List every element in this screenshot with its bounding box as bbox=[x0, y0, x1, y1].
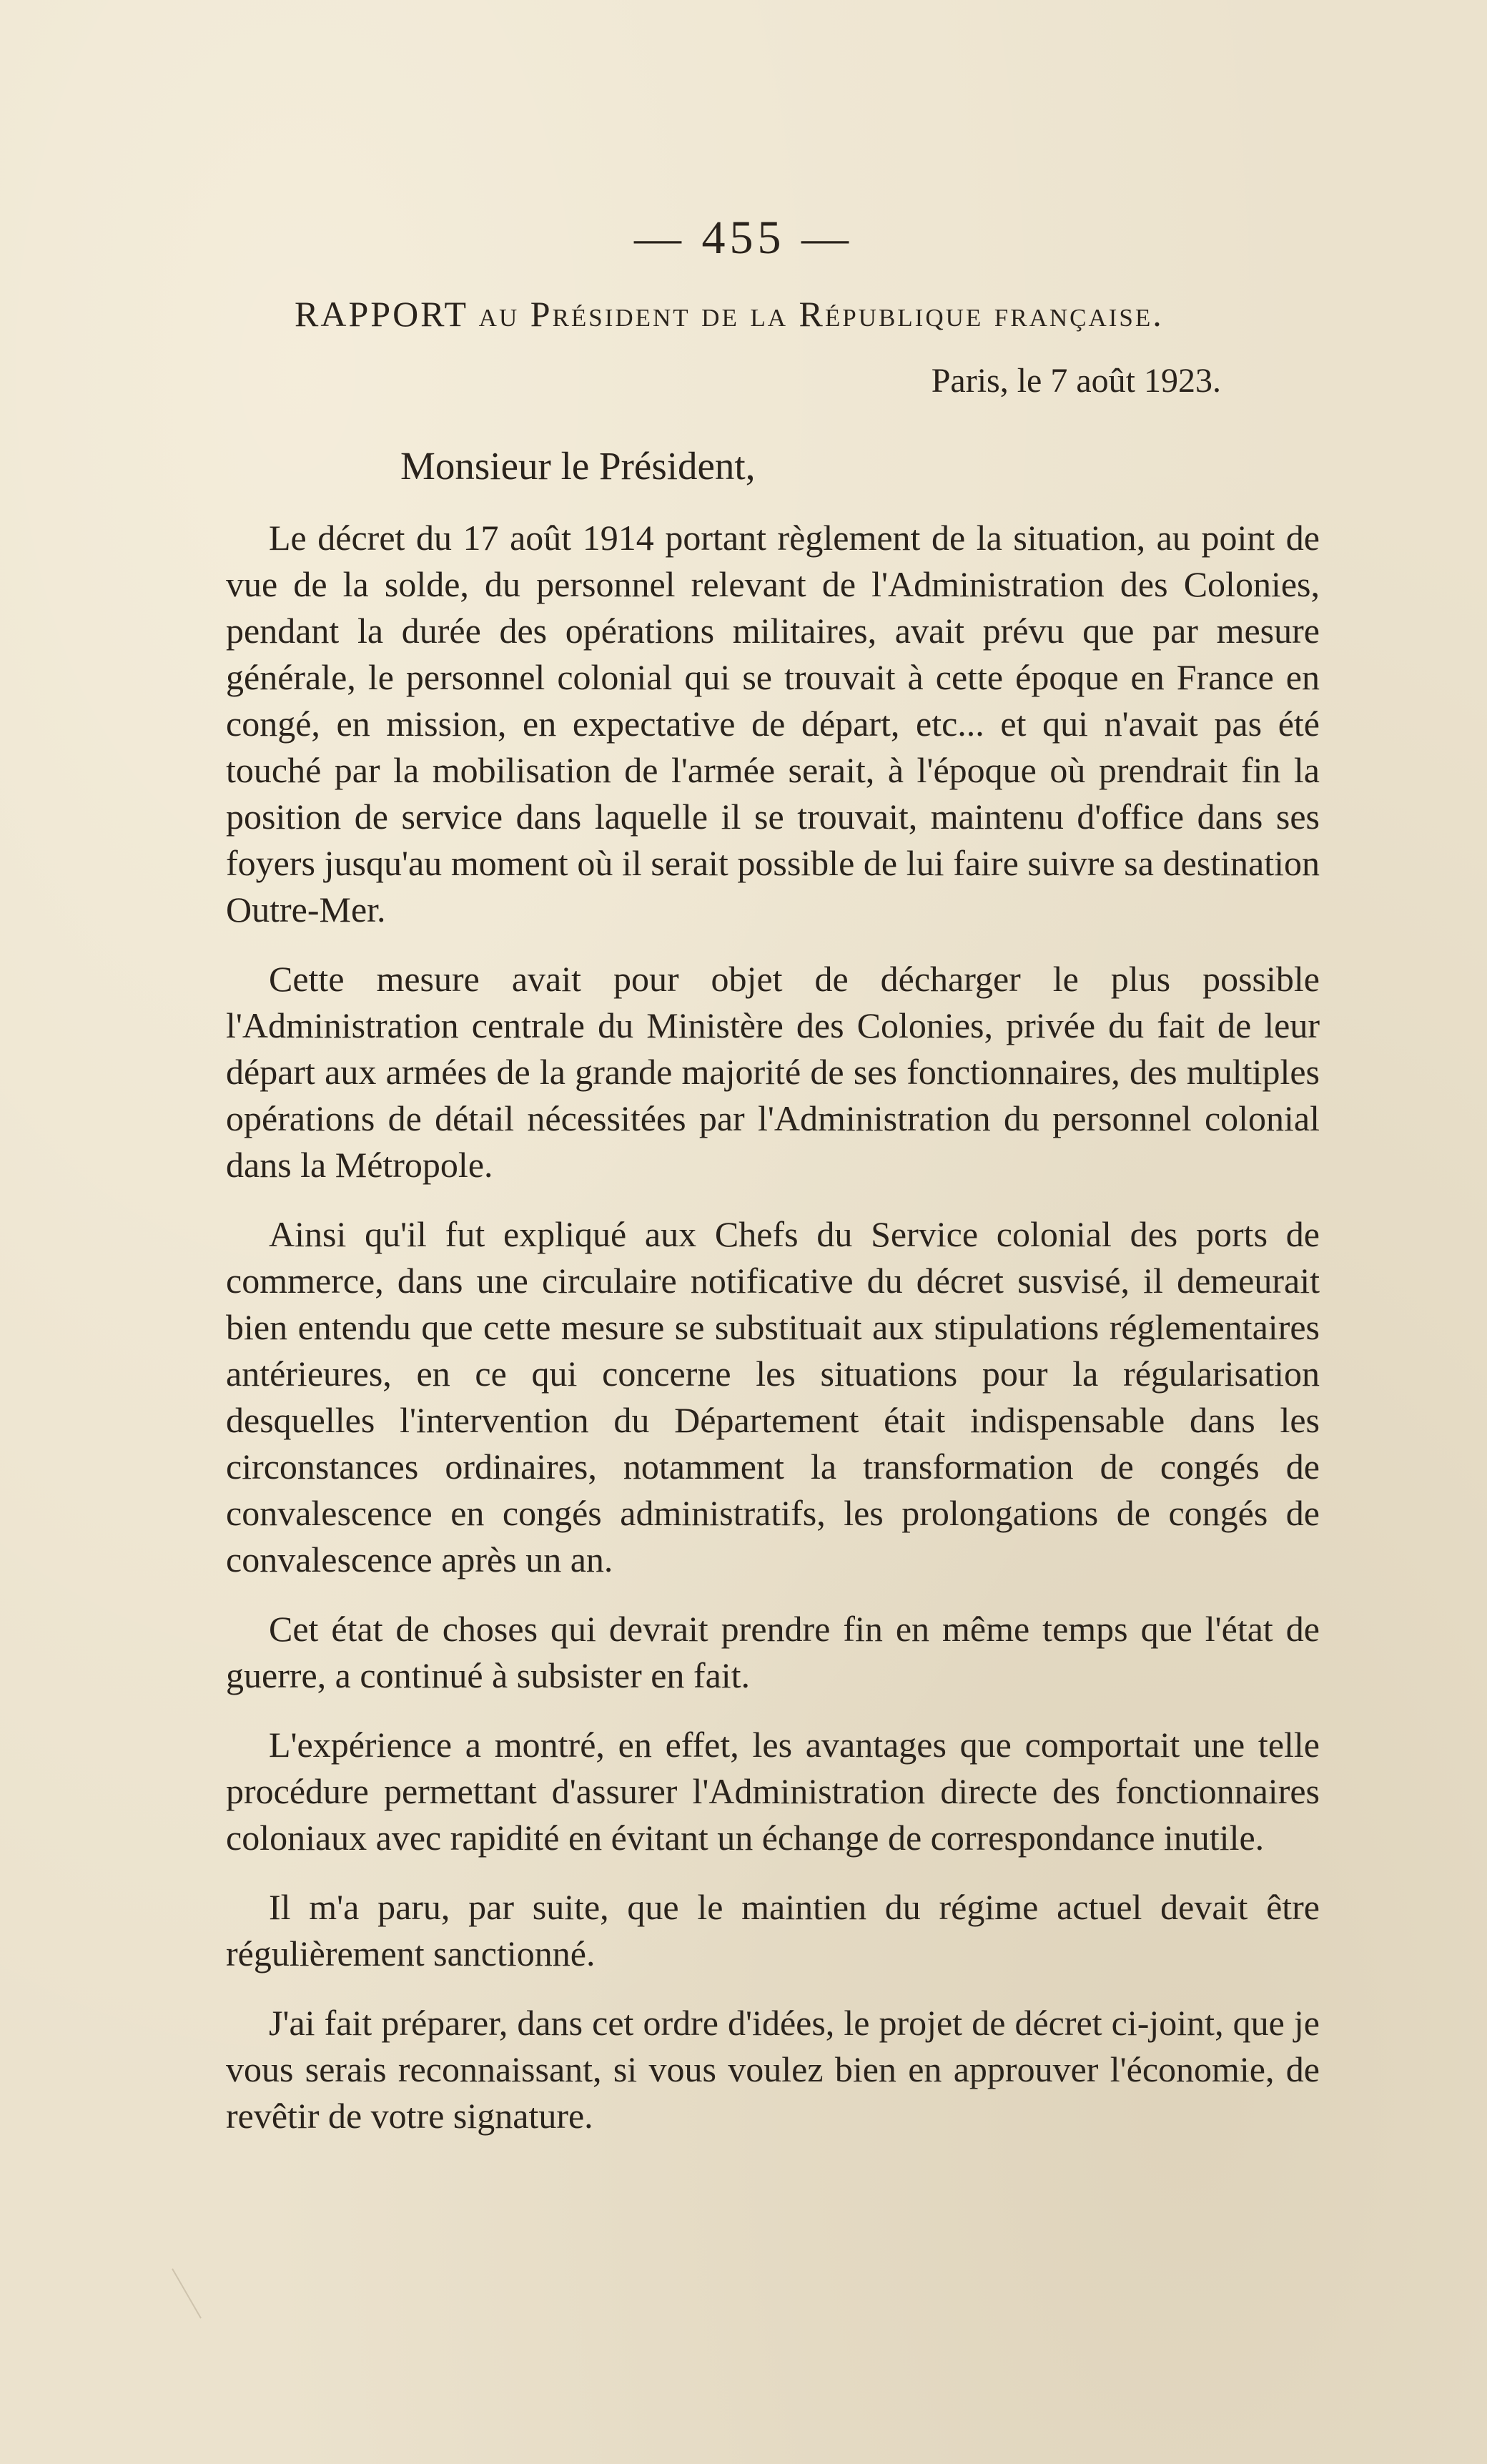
place-date: Paris, le 7 août 1923. bbox=[931, 362, 1221, 400]
paragraph: J'ai fait préparer, dans cet ordre d'idées, le projet de décret ci-joint, que je vous serais reconnaissant, si vous voulez bien en approuver l'économie, de revêtir de votre signature. bbox=[226, 2003, 1320, 2136]
salutation: Monsieur le Président, bbox=[400, 444, 756, 488]
paragraph: Le décret du 17 août 1914 portant règlement de la situation, au point de vue de la solde, du personnel relevant de l'Administration des Colonies, pendant la durée des opérations militaires, avait prévu que par mesure générale, le personnel colonial qui se trouvait à cette époque en France en congé, en mission, en expectative de départ, etc... et qui n'avait pas été touché par la mobilisation de l'armée serait, à l'époque où prendrait fin la position de service dans laquelle il se trouvait, maintenu d'office dans ses foyers jusqu'au moment où il serait possible de lui faire suivre sa destination Outre-Mer. bbox=[226, 518, 1320, 930]
paragraph: Cet état de choses qui devrait prendre fin en même temps que l'état de guerre, a continué à subsister en fait. bbox=[226, 1609, 1320, 1695]
report-body bbox=[226, 515, 1320, 2162]
paragraph: Ainsi qu'il fut expliqué aux Chefs du Service colonial des ports de commerce, dans une circulaire notificative du décret susvisé, il demeurait bien entendu que cette mesure se substituait aux stipulations réglementaires antérieures, en ce qui concerne les situations pour la régularisation desquelles l'intervention du Département était indispensable dans les circonstances ordinaires, notamment la transformation de congés de convalescence en congés administratifs, les prolongations de congés de convalescence après un an. bbox=[226, 1214, 1320, 1580]
paragraph: Cette mesure avait pour objet de décharger le plus possible l'Administration centrale du Ministère des Colonies, privée du fait de leur départ aux armées de la grande majorité de ses fonctionnaires, des multiples opérations de détail nécessitées par l'Administration du personnel colonial dans la Métropole. bbox=[226, 959, 1320, 1185]
paragraph: L'expérience a montré, en effet, les avantages que comportait une telle procédure permettant d'assurer l'Administration directe des fonctionnaires coloniaux avec rapidité en évitant un échange de correspondance inutile. bbox=[226, 1725, 1320, 1858]
paper-crease-mark bbox=[172, 2257, 220, 2318]
report-title: RAPPORT au Président de la République française. bbox=[295, 294, 1164, 334]
page-number: — 455 — bbox=[634, 212, 853, 264]
paragraph: Il m'a paru, par suite, que le maintien du régime actuel devait être régulièrement sanctionné. bbox=[226, 1887, 1320, 1973]
